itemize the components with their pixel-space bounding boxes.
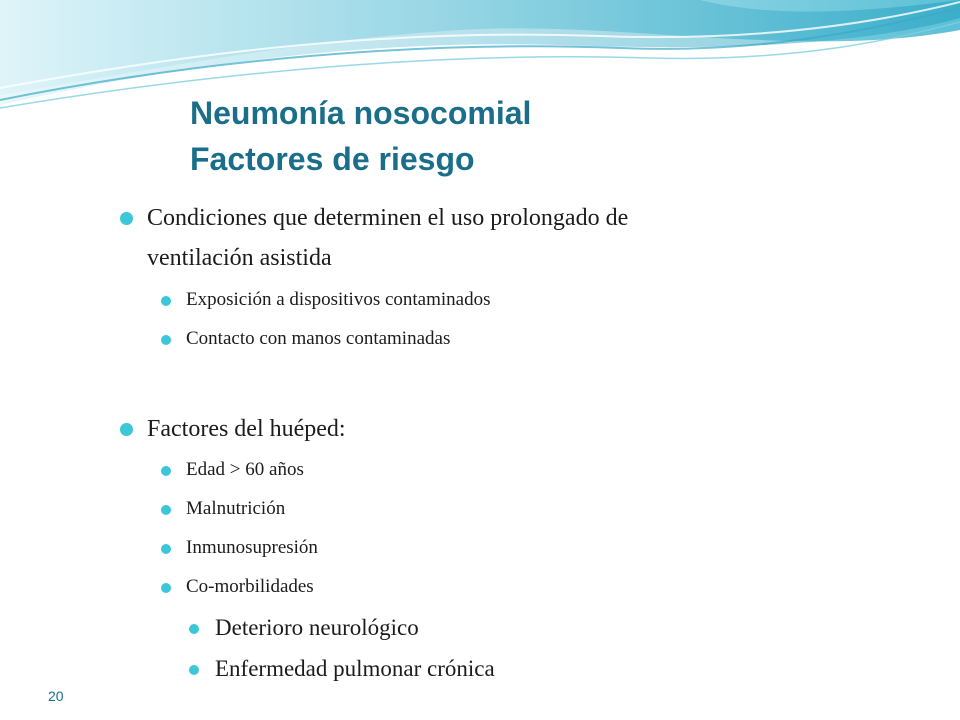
sub-bullet-text: Co-morbilidades — [186, 576, 314, 597]
page-number: 20 — [48, 688, 64, 704]
sub-bullet-text: Contacto con manos contaminadas — [186, 328, 451, 349]
sub-bullet-comorbidities — [186, 574, 314, 600]
bullet-dot-icon — [120, 212, 133, 225]
bullet-ventilation-text: Condiciones que determinen el uso prolongado de — [147, 205, 629, 231]
subsub-bullet-pulmonary — [215, 654, 495, 684]
sub-bullet-text: Malnutrición — [186, 498, 286, 519]
bullet-ventilation — [147, 201, 628, 235]
sub-bullet-devices — [186, 287, 491, 313]
sub-bullet-text: Inmunosupresión — [186, 537, 318, 558]
sub-bullet-age — [186, 457, 304, 483]
bullet-dot-icon — [161, 466, 171, 476]
bullet-dot-icon — [161, 296, 171, 306]
sub-bullet-malnutrition — [186, 496, 285, 522]
bullet-ventilation-continuation — [147, 241, 332, 275]
bullet-host-text: Factores del huéped: — [147, 416, 346, 442]
subsub-bullet-neuro — [215, 613, 419, 643]
title-line-2: Factores de riesgo — [190, 141, 475, 177]
bullet-dot-icon — [161, 544, 171, 554]
sub-bullet-hands — [186, 326, 450, 352]
sub-bullet-immunosuppression — [186, 535, 318, 561]
sub-bullet-text: Exposición a dispositivos contaminados — [186, 289, 491, 310]
subsub-bullet-text: Deterioro neurológico — [215, 615, 419, 640]
bullet-dot-icon — [189, 665, 199, 675]
bullet-dot-icon — [161, 583, 171, 593]
sub-bullet-text: Edad > 60 años — [186, 459, 304, 480]
bullet-dot-icon — [161, 335, 171, 345]
bullet-host — [147, 412, 346, 446]
bullet-dot-icon — [189, 624, 199, 634]
bullet-ventilation-text-cont: ventilación asistida — [147, 245, 332, 271]
bullet-dot-icon — [161, 505, 171, 515]
subsub-bullet-text: Enfermedad pulmonar crónica — [215, 656, 495, 681]
title-line-1: Neumonía nosocomial — [190, 95, 532, 131]
bullet-dot-icon — [120, 423, 133, 436]
